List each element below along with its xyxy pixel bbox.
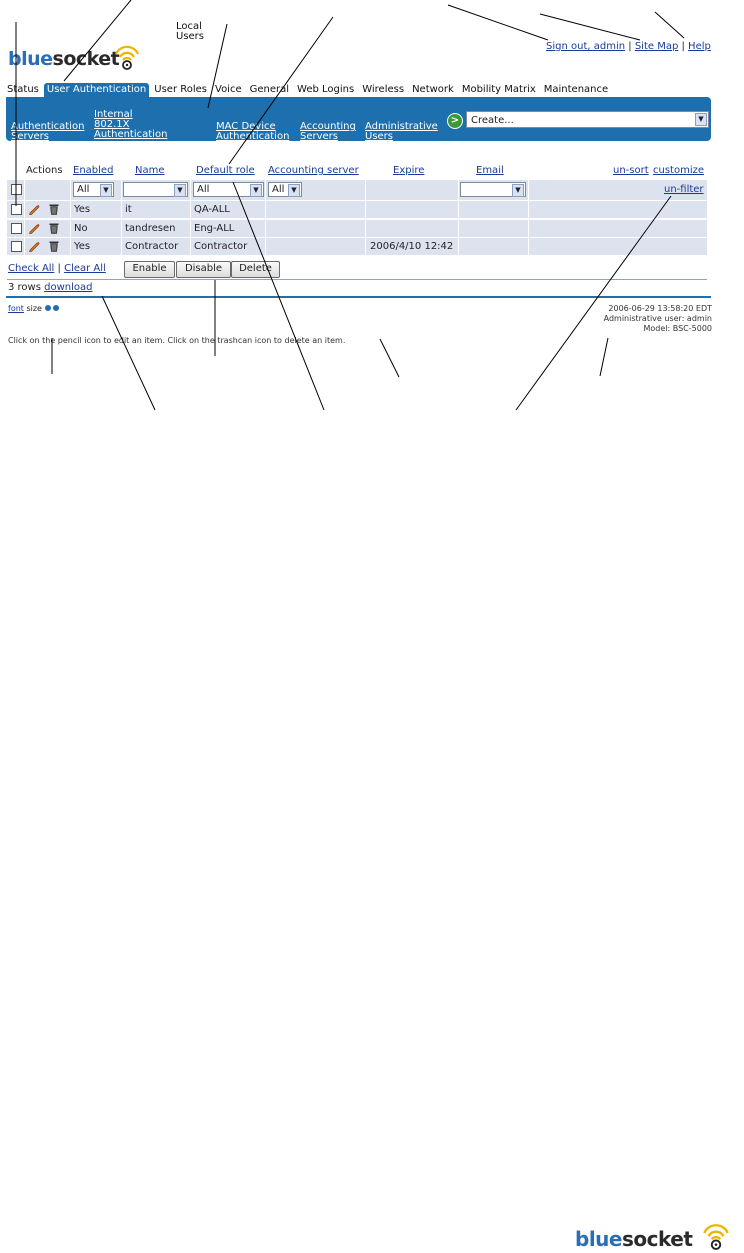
subtab-local-users[interactable]: [173, 6, 207, 54]
filter-email-select[interactable]: [460, 182, 526, 197]
subtab-label-line: Authentication: [11, 121, 85, 132]
pencil-icon[interactable]: [28, 222, 40, 234]
subtab-label-line: MAC Device: [216, 121, 276, 132]
subtab-label-line: Servers: [300, 131, 339, 142]
logo-text-socket: socket: [52, 48, 120, 70]
create-select-value: Create...: [471, 115, 514, 126]
pencil-icon[interactable]: [28, 203, 40, 215]
cell-role: Eng-ALL: [194, 223, 235, 234]
subtab-label-line: Users: [176, 31, 205, 42]
help-link[interactable]: Help: [688, 41, 711, 52]
callout-line: [380, 339, 399, 377]
logo-text-blue: blue: [8, 48, 53, 70]
header-links: [546, 41, 711, 52]
header-email[interactable]: Email: [476, 165, 504, 176]
subtab-label-line: Authentication: [94, 129, 168, 140]
filter-enabled-value: All: [77, 184, 90, 195]
admin-user-info: Administrative user: admin: [603, 314, 712, 323]
create-select[interactable]: [466, 111, 709, 128]
subtab-label-line: Administrative: [365, 121, 438, 132]
table-row: [7, 201, 707, 218]
chevron-down-icon: ▼: [512, 184, 524, 197]
cell-expire: 2006/4/10 12:42: [370, 241, 454, 252]
filter-role-value: All: [197, 184, 210, 195]
trash-icon[interactable]: [49, 203, 59, 215]
cell-name: Contractor: [125, 241, 179, 252]
header-expire[interactable]: Expire: [393, 165, 425, 176]
tab-voice[interactable]: Voice: [215, 84, 242, 95]
timestamp: 2006-06-29 13:58:20 EDT: [608, 304, 712, 313]
chevron-down-icon: ▼: [288, 184, 300, 197]
select-all-checkbox[interactable]: [11, 184, 22, 195]
cell-enabled: No: [74, 223, 88, 234]
logo-text-socket: socket: [621, 1227, 693, 1251]
tab-general[interactable]: General: [249, 84, 290, 95]
clear-all-link[interactable]: Clear All: [64, 263, 106, 274]
chevron-down-icon: ▼: [250, 184, 262, 197]
site-map-link[interactable]: Site Map: [634, 41, 679, 52]
customize-link[interactable]: customize: [653, 165, 705, 176]
go-arrow-icon[interactable]: >: [447, 113, 463, 129]
bluesocket-logo-bottom: [575, 1227, 692, 1251]
callout-line: [102, 296, 155, 410]
enable-button[interactable]: Enable: [124, 261, 175, 278]
decrease-font-icon[interactable]: [53, 305, 59, 311]
tab-status[interactable]: Status: [7, 84, 39, 95]
subtab-label-line: Servers: [11, 131, 50, 142]
table-row: [7, 238, 707, 255]
subtab-authentication-servers[interactable]: [11, 122, 84, 142]
subtab-label-line: Users: [365, 131, 394, 142]
header-enabled[interactable]: Enabled: [73, 165, 114, 176]
tab-maintenance[interactable]: Maintenance: [543, 84, 609, 95]
wifi-logo-icon: [700, 1218, 732, 1250]
filter-role-select[interactable]: [193, 182, 264, 197]
row-checkbox[interactable]: [11, 223, 22, 234]
table-row: [7, 220, 707, 237]
disable-button[interactable]: Disable: [176, 261, 231, 278]
font-link[interactable]: font: [8, 304, 24, 313]
check-all-link[interactable]: Check All: [8, 263, 55, 274]
rows-count-text: 3 rows: [8, 282, 41, 293]
subtab-label-line: Accounting: [300, 121, 356, 132]
check-controls: [8, 263, 106, 274]
divider: [6, 296, 711, 298]
header-default-role[interactable]: Default role: [196, 165, 255, 176]
subtab-label-line: Authentication: [216, 131, 290, 142]
delete-button[interactable]: Delete: [231, 261, 280, 278]
header-separator: |: [628, 41, 632, 52]
trash-icon[interactable]: [49, 240, 59, 252]
row-checkbox[interactable]: [11, 204, 22, 215]
unfilter-link[interactable]: un-filter: [664, 184, 704, 195]
trash-icon[interactable]: [49, 222, 59, 234]
filter-name-select[interactable]: [123, 182, 188, 197]
filter-accounting-value: All: [272, 184, 285, 195]
callout-line: [448, 5, 548, 40]
divider: [7, 279, 707, 280]
tab-user-authentication[interactable]: User Authentication: [44, 83, 149, 97]
header-accounting-server[interactable]: Accounting server: [268, 165, 359, 176]
header-separator: |: [681, 41, 685, 52]
tab-user-roles[interactable]: User Roles: [154, 84, 207, 95]
callout-line: [655, 12, 684, 38]
model-info: Model: BSC-5000: [643, 324, 712, 333]
subtab-accounting-servers[interactable]: [300, 122, 356, 142]
chevron-down-icon: ▼: [174, 184, 186, 197]
size-label: size: [26, 304, 42, 313]
chevron-down-icon: ▼: [100, 184, 112, 197]
download-link[interactable]: download: [44, 282, 93, 293]
cell-name: tandresen: [125, 223, 176, 234]
wifi-logo-icon: [112, 40, 142, 70]
subtab-label-line: 802.1X: [94, 119, 130, 130]
unsort-link[interactable]: un-sort: [613, 165, 649, 176]
subtab-administrative-users[interactable]: [365, 122, 438, 142]
chevron-down-icon: ▼: [695, 113, 707, 126]
help-hint: Click on the pencil icon to edit an item. Click on the trashcan icon to delete an item.: [8, 336, 346, 345]
subtab-mac-device-authentication[interactable]: [216, 122, 289, 142]
tab-mobility-matrix[interactable]: Mobility Matrix: [461, 84, 536, 95]
tab-wireless[interactable]: Wireless: [362, 84, 405, 95]
subtab-label-line: Internal: [94, 109, 133, 120]
callout-line: [540, 14, 640, 40]
filter-row: [7, 180, 707, 200]
subtab-internal-8021x[interactable]: [94, 110, 167, 140]
increase-font-icon[interactable]: [45, 305, 51, 311]
rows-count: [8, 282, 93, 293]
cell-role: Contractor: [194, 241, 248, 252]
filter-enabled-select[interactable]: [73, 182, 114, 197]
sign-out-link[interactable]: Sign out, admin: [546, 41, 626, 52]
cell-enabled: Yes: [74, 204, 91, 215]
check-separator: |: [57, 263, 61, 274]
filter-accounting-select[interactable]: [268, 182, 302, 197]
cell-name: it: [125, 204, 132, 215]
cell-role: QA-ALL: [194, 204, 230, 215]
pencil-icon[interactable]: [28, 240, 40, 252]
callout-line: [600, 338, 608, 376]
header-actions: Actions: [26, 165, 63, 176]
tab-network[interactable]: Network: [412, 84, 454, 95]
header-name[interactable]: Name: [135, 165, 165, 176]
system-info: [604, 304, 712, 334]
tab-web-logins[interactable]: Web Logins: [297, 84, 355, 95]
main-tab-bar: [4, 83, 613, 97]
font-size-controls: [8, 304, 59, 313]
row-checkbox[interactable]: [11, 241, 22, 252]
logo-text-blue: blue: [575, 1227, 622, 1251]
subtab-label-line: Local: [176, 21, 202, 32]
cell-enabled: Yes: [74, 241, 91, 252]
bluesocket-logo: [8, 48, 119, 70]
